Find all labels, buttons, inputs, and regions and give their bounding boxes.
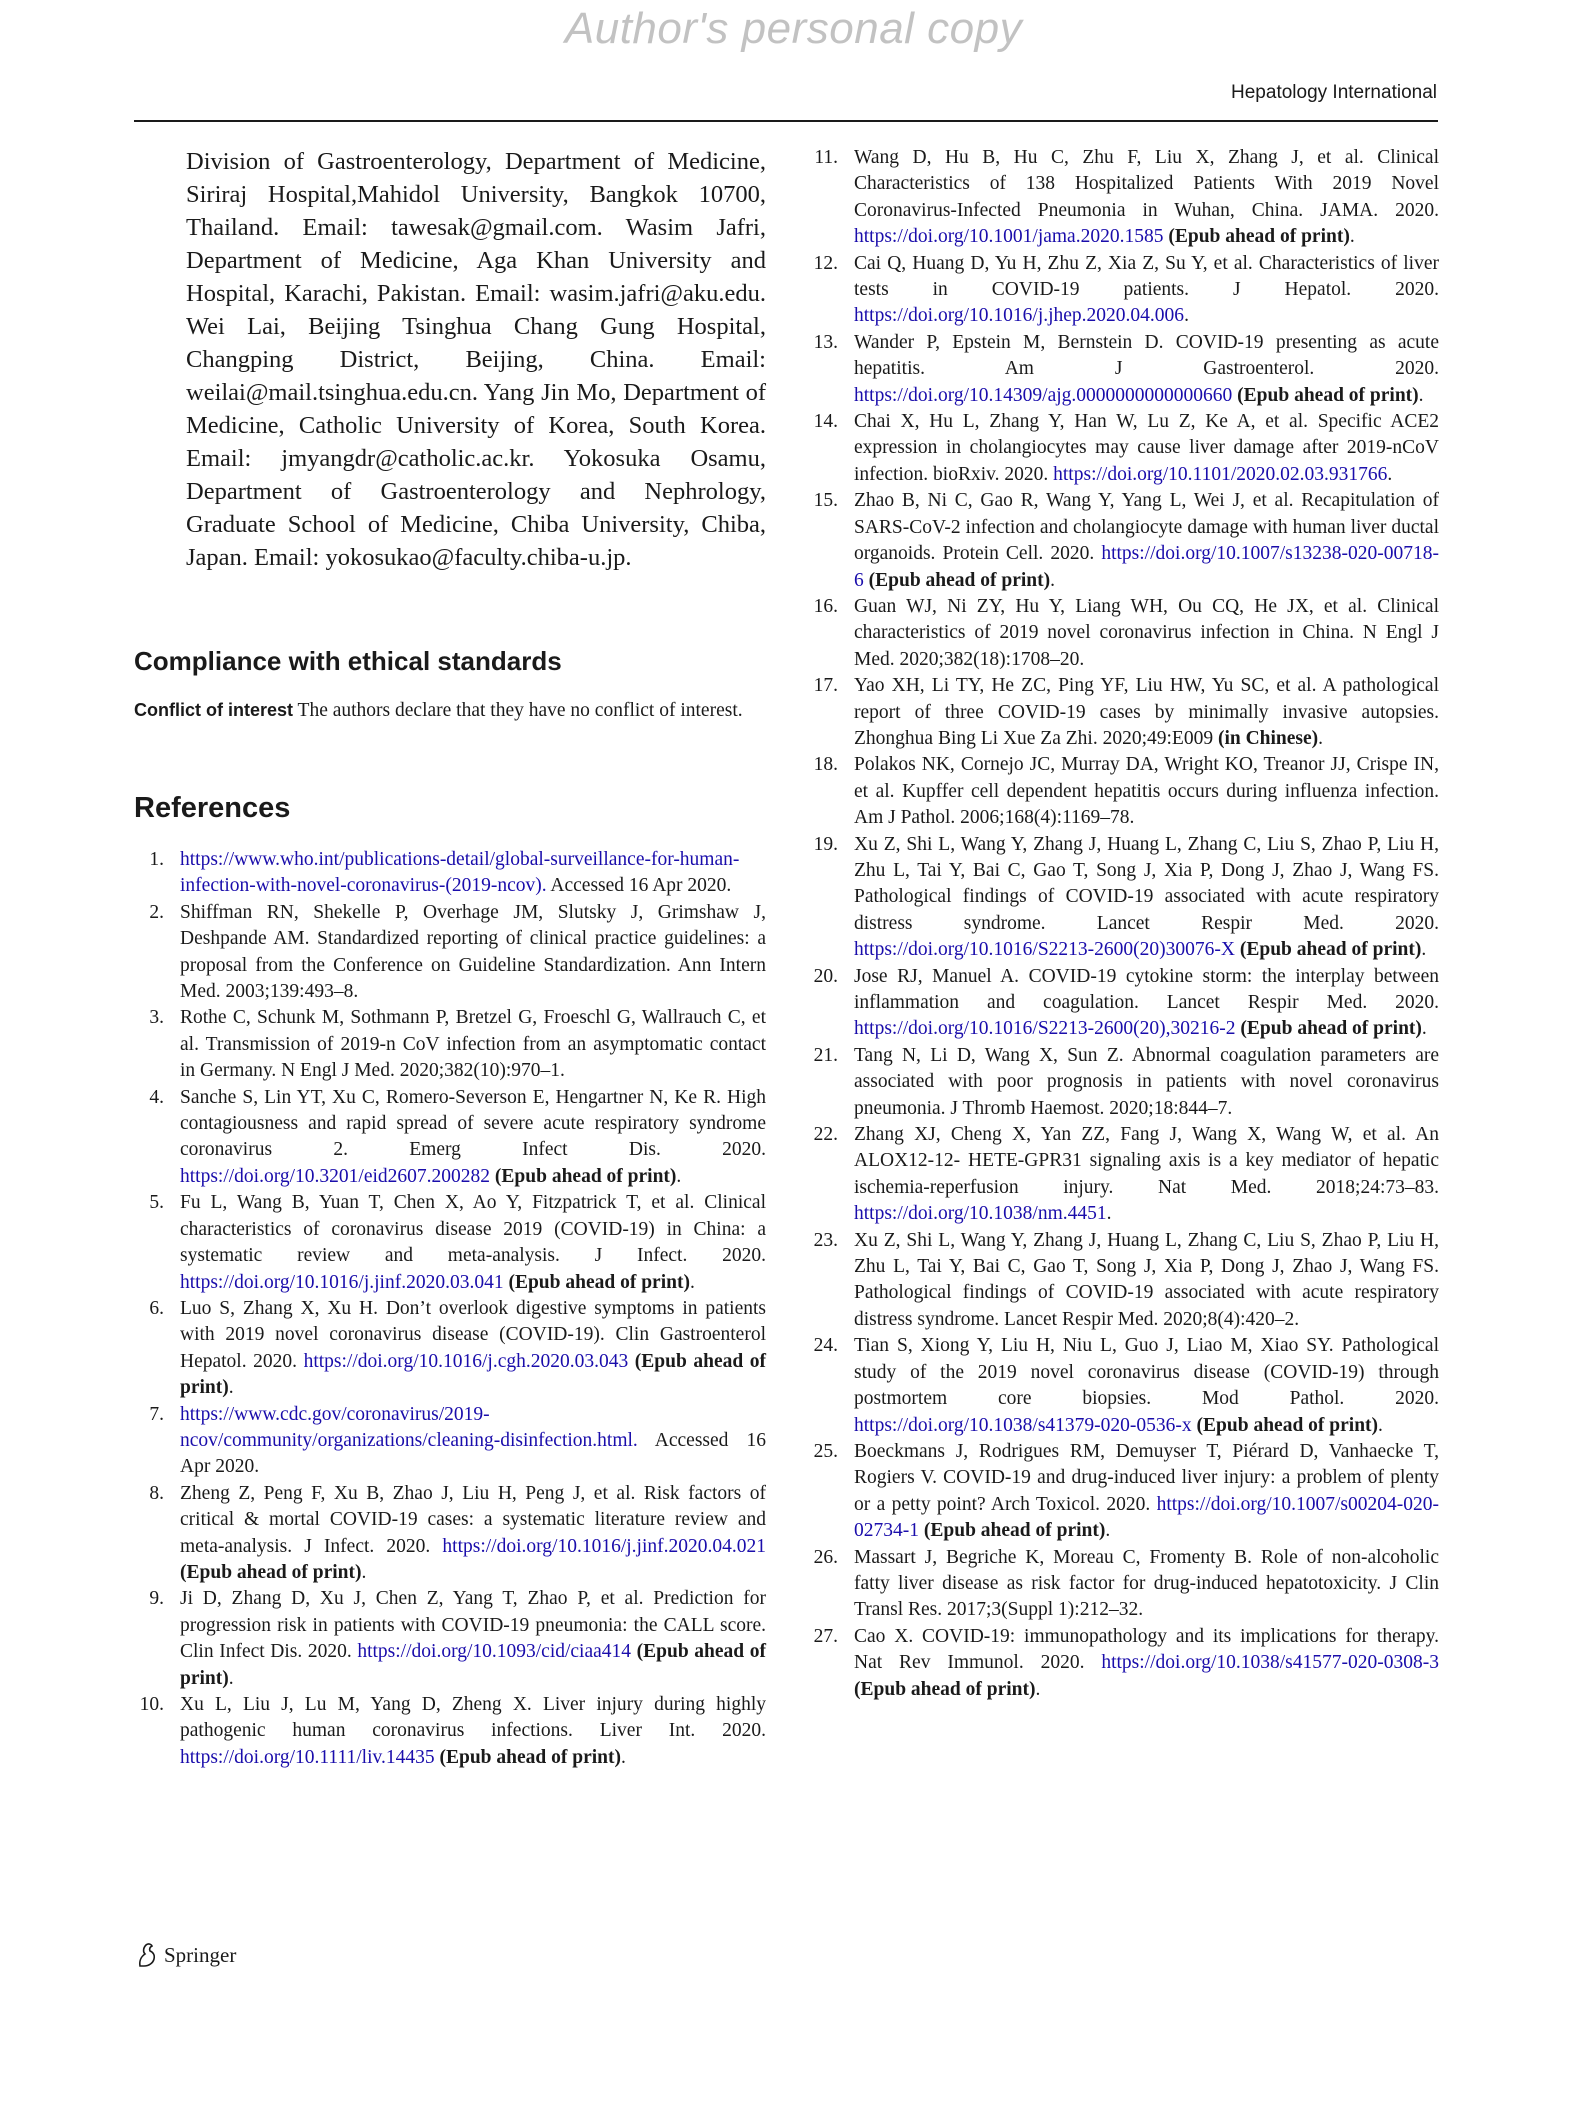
reference-text: Guan WJ, Ni ZY, Hu Y, Liang WH, Ou CQ, He JX, et al. Clinical characteristics of 2019 novel coronavirus infection in China. N Engl J Med. 2020;382(18):1708–20. [854,595,1439,670]
compliance-heading: Compliance with ethical standards [134,646,562,676]
reference-item [134,1586,766,1692]
reference-text: Fu L, Wang B, Yuan T, Chen X, Ao Y, Fitzpatrick T, et al. Clinical characteristics of coronavirus disease 2019 (COVID-19) in China: a systematic review and meta-analysis. J Infect. 2020. [180,1192,766,1267]
reference-number: 2. [149,901,164,923]
coi-text: The authors declare that they have no conflict of interest. [297,700,743,721]
footer [136,1942,236,1968]
reference-number: 10. [139,1694,164,1715]
epub-note: (Epub ahead of print) [508,1271,690,1293]
reference-item [134,1296,766,1402]
epub-note: (Epub ahead of print) [494,1165,677,1187]
reference-text: Shiffman RN, Shekelle P, Overhage JM, Slutsky J, Grimshaw J, Deshpande AM. Standardized reporting of clinical practice guidelines: a proposal from the Conference on Guideline Standardization. Ann Intern Med. 2003;139:493–8. [180,901,766,1003]
epub-note: (in Chinese) [1217,727,1319,749]
reference-number: 21. [813,1044,838,1066]
reference-text: . [620,1746,626,1768]
reference-text: . [1378,1414,1383,1436]
reference-text: . [1184,305,1189,327]
reference-item [134,847,766,900]
reference-text: . [1421,1018,1427,1040]
reference-link[interactable]: https://doi.org/10.1101/2020.02.03.931766 [1053,463,1388,485]
reference-text: Boeckmans J, Rodrigues RM, Demuyser T, Piérard D, Vanhaecke T, Rogiers V. COVID-19 and drug-induced liver injury: a problem of plenty or a petty point? Arch Toxicol. 2020. [854,1440,1439,1515]
reference-item [808,1122,1439,1228]
reference-link[interactable]: https://doi.org/10.1016/j.jinf.2020.04.021 [442,1535,766,1557]
reference-link[interactable]: https://doi.org/10.1111/liv.14435 [180,1746,435,1768]
reference-text: . [1421,939,1427,961]
reference-text: . [689,1271,695,1293]
epub-note: (Epub ahead of print) [1239,939,1422,961]
reference-item [808,673,1439,752]
reference-text: . [228,1377,234,1399]
reference-number: 24. [813,1335,838,1357]
reference-text: Cai Q, Huang D, Yu H, Zhu Z, Xia Z, Su Y, et al. Characteristics of liver tests in COVID-19 patients. J Hepatol. 2020. [854,252,1439,301]
reference-text: Zhang XJ, Cheng X, Yan ZZ, Fang J, Wang X, Wang W, et al. An ALOX12-12- HETE-GPR31 signaling axis is a key mediator of hepatic ischemia-reperfusion injury. Nat Med. 2018;24:73–83. [854,1124,1439,1198]
reference-link[interactable]: https://doi.org/10.1093/cid/ciaa414 [357,1641,632,1663]
reference-item [808,145,1439,251]
reference-link[interactable]: https://doi.org/10.1001/jama.2020.1585 [854,226,1164,248]
epub-note: (Epub ahead of print) [1168,226,1350,248]
reference-item [808,1545,1439,1624]
reference-number: 22. [813,1124,838,1146]
reference-item [134,1402,766,1481]
reference-item [808,1228,1439,1334]
epub-note: (Epub ahead of print) [1196,1414,1379,1436]
reference-number: 15. [813,490,838,512]
epub-note: (Epub ahead of print) [1237,384,1419,406]
epub-note: (Epub ahead of print) [923,1520,1106,1542]
publisher-name: Springer [164,1942,237,1967]
reference-text: Tian S, Xiong Y, Liu H, Niu L, Guo J, Liao M, Xiao SY. Pathological study of the 2019 novel coronavirus disease (COVID-19) through postmortem core biopsies. Mod Pathol. 2020. [854,1335,1439,1410]
reference-link[interactable]: https://doi.org/10.1007/s13238-020-00718-6 [854,543,1439,591]
reference-list-right [808,145,1439,1703]
reference-text: . [228,1667,234,1689]
reference-link[interactable]: https://doi.org/10.1016/j.cgh.2020.03.043 [303,1350,629,1372]
reference-item [808,752,1439,831]
reference-number: 9. [149,1588,164,1610]
affiliations-text: Division of Gastroenterology, Department of Medicine, Siriraj Hospital,Mahidol University, Bangkok 10700, Thailand. Email: tawesak@gmail.com. Wasim Jafri, Department of Medicine, Aga Khan University and Hospital, Karachi, Pakistan. Email: wasim.jafri@aku.edu. Wei Lai, Beijing Tsinghua Chang Gung Hospital, Changping District, Beijing, China. Email: weilai@mail.tsinghua.edu.cn. Yang Jin Mo, Department of Medicine, Catholic University of Korea, South Korea. Email: jmyangdr@catholic.ac.kr. Yokosuka Osamu, Department of Gastroenterology and Nephrology, Graduate School of Medicine, Chiba University, Chiba, Japan. Email: yokosukao@faculty.chiba-u.jp. [186,148,766,571]
reference-link[interactable]: https://doi.org/10.1016/j.jinf.2020.03.041 [180,1271,504,1293]
epub-note: (Epub ahead of print) [180,1561,362,1583]
reference-link[interactable]: https://doi.org/10.1038/s41379-020-0536-x [854,1414,1192,1436]
epub-note: (Epub ahead of print) [439,1746,621,1768]
reference-link[interactable]: https://doi.org/10.1007/s00204-020-02734-1 [854,1493,1439,1542]
epub-note: (Epub ahead of print) [180,1641,766,1689]
reference-text: . [1035,1678,1041,1700]
reference-number: 18. [813,754,838,776]
reference-item [134,1005,766,1084]
coi-label: Conflict of interest [134,700,294,720]
reference-number: 20. [813,965,838,987]
references-heading: References [134,792,291,824]
reference-item [808,330,1439,409]
reference-item [808,1439,1439,1545]
reference-item [134,900,766,1006]
reference-text: . [1105,1520,1111,1542]
reference-number: 8. [149,1482,164,1504]
reference-text: Jose RJ, Manuel A. COVID-19 cytokine storm: the interplay between inflammation and coagulation. Lancet Respir Med. 2020. [854,965,1439,1013]
reference-text: Massart J, Begriche K, Moreau C, Fromenty B. Role of non-alcoholic fatty liver disease as risk factor for drug-induced hepatotoxicity. J Clin Transl Res. 2017;3(Suppl 1):212–32. [854,1546,1439,1621]
reference-text: Polakos NK, Cornejo JC, Murray DA, Wright KO, Treanor JJ, Crispe IN, et al. Kupffer cell dependent hepatitis occurs during influenza infection. Am J Pathol. 2006;168(4):1169–78. [854,754,1439,829]
reference-text: Ji D, Zhang D, Xu J, Chen Z, Yang T, Zhao P, et al. Prediction for progression risk in patients with COVID-19 pneumonia: the CALL score. Clin Infect Dis. 2020. [180,1588,766,1663]
reference-item [134,1190,766,1296]
watermark: Author's personal copy [564,4,1023,53]
reference-item [808,832,1439,964]
reference-number: 26. [813,1546,838,1568]
reference-link[interactable]: https://doi.org/10.14309/ajg.0000000000000660 [854,384,1233,406]
epub-note: (Epub ahead of print) [868,569,1051,591]
reference-number: 4. [149,1086,164,1108]
epub-note: (Epub ahead of print) [180,1350,766,1399]
reference-item [808,409,1439,488]
reference-number: 17. [813,675,838,697]
reference-link[interactable]: https://www.who.int/publications-detail/global-surveillance-for-human-infection-with-novel-coronavirus-(2019-ncov). [180,849,740,897]
reference-text: . [361,1561,367,1583]
reference-number: 19. [813,833,838,855]
reference-text: Wander P, Epstein M, Bernstein D. COVID-19 presenting as acute hepatitis. Am J Gastroenterol. 2020. [854,331,1439,380]
reference-item [134,1085,766,1191]
reference-text: Tang N, Li D, Wang X, Sun Z. Abnormal coagulation parameters are associated with poor prognosis in patients with novel coronavirus pneumonia. J Thromb Haemost. 2020;18:844–7. [854,1044,1439,1119]
reference-number: 3. [149,1007,164,1029]
header-rule [134,120,1438,122]
reference-text: Zheng Z, Peng F, Xu B, Zhao J, Liu H, Peng J, et al. Risk factors of critical & mortal COVID-19 cases: a systematic literature review and meta-analysis. J Infect. 2020. [180,1482,766,1557]
reference-text: . [1349,226,1355,248]
epub-note: (Epub ahead of print) [854,1678,1036,1700]
reference-item [808,251,1439,330]
reference-text: . [1318,727,1324,749]
reference-link[interactable]: https://doi.org/10.1016/j.jhep.2020.04.006 [854,305,1185,327]
reference-link[interactable]: https://doi.org/10.3201/eid2607.200282 [180,1165,491,1187]
reference-item [808,1624,1439,1703]
reference-text: . [1387,463,1393,485]
reference-text: Wang D, Hu B, Hu C, Zhu F, Liu X, Zhang J, et al. Clinical Characteristics of 138 Hospitalized Patients With 2019 Novel Coronavirus-Infected Pneumonia in Wuhan, China. JAMA. 2020. [854,147,1439,221]
reference-number: 23. [813,1229,838,1251]
reference-number: 12. [813,252,838,274]
reference-text: Xu L, Liu J, Lu M, Yang D, Zheng X. Liver injury during highly pathogenic human coronavirus infections. Liver Int. 2020. [180,1694,766,1742]
reference-text: . [1050,569,1055,591]
reference-number: 6. [149,1297,164,1319]
reference-item [134,1481,766,1587]
reference-link[interactable]: https://doi.org/10.1016/S2213-2600(20)30076-X [854,939,1235,961]
reference-number: 27. [813,1625,838,1647]
reference-text: . [676,1165,682,1187]
reference-text: Accessed 16 Apr 2020. [546,875,732,897]
reference-text: Sanche S, Lin YT, Xu C, Romero-Severson E, Hengartner N, Ke R. High contagiousness and rapid spread of severe acute respiratory syndrome coronavirus 2. Emerg Infect Dis. 2020. [180,1086,766,1161]
reference-text: Xu Z, Shi L, Wang Y, Zhang J, Huang L, Zhang C, Liu S, Zhao P, Liu H, Zhu L, Tai Y, Bai C, Gao T, Song J, Xia P, Dong J, Zhao J, Wang FS. Pathological findings of COVID-19 associated with acute respiratory distress syndrome. Lancet Respir Med. 2020;8(4):420–2. [854,1229,1439,1330]
reference-number: 5. [149,1192,164,1214]
reference-text: . [1418,384,1424,406]
reference-item [808,1333,1439,1439]
reference-text: . [1106,1203,1112,1225]
left-column [134,145,766,1771]
reference-text: Chai X, Hu L, Zhang Y, Han W, Lu Z, Ke A, et al. Specific ACE2 expression in cholangiocytes may cause liver damage after 2019-nCoV infection. bioRxiv. 2020. [854,411,1439,485]
reference-number: 7. [149,1403,164,1425]
reference-list-left [134,847,766,1771]
reference-link[interactable]: https://doi.org/10.1038/s41577-020-0308-3 [1101,1652,1439,1674]
reference-text: Yao XH, Li TY, He ZC, Ping YF, Liu HW, Yu SC, et al. A pathological report of three COVID-19 cases by minimally invasive autopsies. Zhonghua Bing Li Xue Za Zhi. 2020;49:E009 [854,675,1439,749]
journal-name: Hepatology International [1231,82,1437,103]
reference-number: 25. [813,1440,838,1462]
reference-text: Luo S, Zhang X, Xu H. Don’t overlook digestive symptoms in patients with 2019 novel coronavirus disease (COVID-19). Clin Gastroenterol Hepatol. 2020. [180,1297,766,1372]
right-column [808,145,1439,1703]
reference-link[interactable]: https://doi.org/10.1038/nm.4451 [854,1203,1107,1225]
reference-number: 1. [149,849,164,870]
reference-text: Zhao B, Ni C, Gao R, Wang Y, Yang L, Wei J, et al. Recapitulation of SARS-CoV-2 infection and cholangiocyte damage with human liver ductal organoids. Protein Cell. 2020. [854,490,1439,565]
reference-link[interactable]: https://www.cdc.gov/coronavirus/2019-ncov/community/organizations/cleaning-disinfection.html. [180,1403,638,1451]
reference-number: 13. [813,331,838,353]
reference-text: Accessed 16 Apr 2020. [180,1429,766,1478]
reference-item [808,1043,1439,1122]
reference-item [808,488,1439,594]
reference-number: 16. [813,595,838,617]
reference-text: Rothe C, Schunk M, Sothmann P, Bretzel G, Froeschl G, Wallrauch C, et al. Transmission of 2019-n CoV infection from an asymptomatic contact in Germany. N Engl J Med. 2020;382(10):970–1. [180,1007,766,1082]
reference-number: 14. [813,411,838,433]
reference-number: 11. [814,147,838,168]
epub-note: (Epub ahead of print) [1240,1018,1422,1040]
reference-link[interactable]: https://doi.org/10.1016/S2213-2600(20),30216-2 [854,1018,1236,1040]
reference-text: Cao X. COVID-19: immunopathology and its implications for therapy. Nat Rev Immunol. 2020. [854,1625,1439,1674]
reference-item [808,964,1439,1043]
springer-horse-icon [136,1942,158,1968]
reference-text: Xu Z, Shi L, Wang Y, Zhang J, Huang L, Zhang C, Liu S, Zhao P, Liu H, Zhu L, Tai Y, Bai C, Gao T, Song J, Xia P, Dong J, Zhao J, Wang FS. Pathological findings of COVID-19 associated with acute respiratory distress syndrome. Lancet Respir Med. 2020. [854,833,1439,934]
reference-item [134,1692,766,1771]
reference-item [808,594,1439,673]
conflict-of-interest [134,697,766,724]
